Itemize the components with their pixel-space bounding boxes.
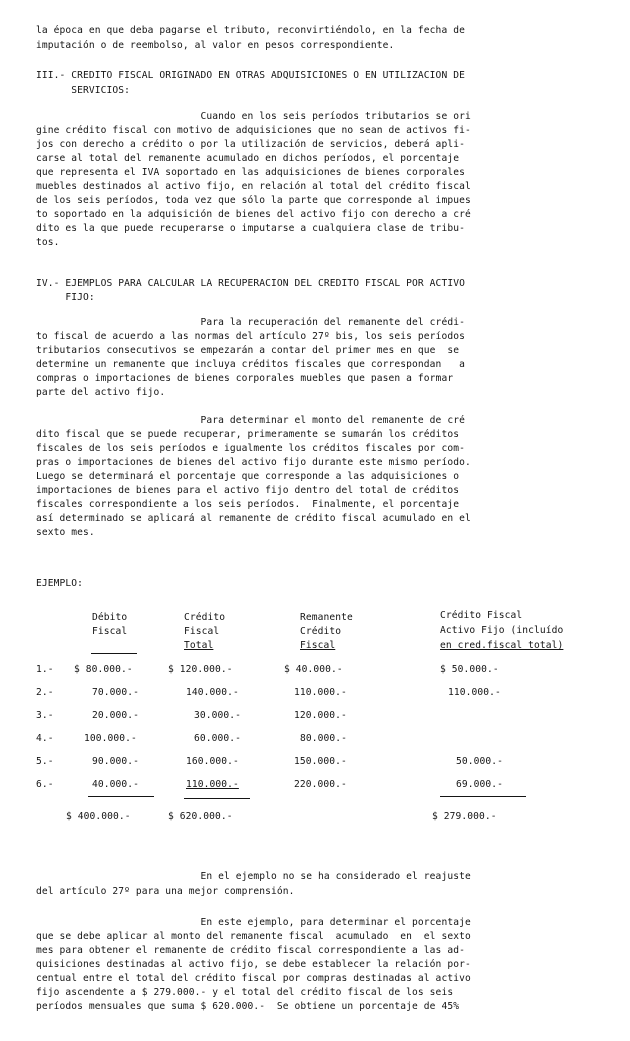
section4-heading: IV.- EJEMPLOS PARA CALCULAR LA RECUPERACION DEL CREDITO FISCAL POR ACTIVO: [36, 278, 465, 289]
section4-paragraph1-line: Para la recuperación del remanente del crédi-: [36, 317, 465, 328]
section4-paragraph2-line: pras o importaciones de bienes del activo fijo durante este mismo período.: [36, 457, 471, 468]
section3-paragraph-line: carse al total del remanente acumulado en dichos períodos, el porcentaje: [36, 153, 460, 164]
section3-paragraph-line: gine crédito fiscal con motivo de adquisiciones que no sean de activos fi-: [36, 125, 471, 136]
cell-remanente: $ 40.000.-: [284, 664, 343, 675]
section3-paragraph-line: tos.: [36, 237, 60, 248]
closing2-line: que se debe aplicar al monto del remanente fiscal acumulado en el sexto: [36, 931, 471, 942]
cell-activo: 50.000.-: [456, 756, 504, 767]
cell-credito: $ 120.000.-: [168, 664, 233, 675]
intro-line: la época en que deba pagarse el tributo, reconvirtiéndolo, en la fecha de: [36, 25, 465, 36]
section4-paragraph2-line: sexto mes.: [36, 527, 95, 538]
cell-remanente: 150.000.-: [294, 756, 347, 767]
section3-heading: SERVICIOS:: [36, 85, 131, 96]
cell-debito: 40.000.-: [92, 779, 140, 790]
total-rule: [184, 798, 250, 799]
section4-paragraph1-line: compras o importaciones de bienes corporales muebles que pasen a formar: [36, 373, 454, 384]
cell-credito: 140.000.-: [186, 687, 239, 698]
section4-paragraph2-line: fiscales de los seis períodos e igualmente los créditos fiscales por com-: [36, 443, 465, 454]
header-credito: Total: [184, 640, 214, 651]
closing2-line: fijo ascendente a $ 279.000.- y el total del crédito fiscal de los seis: [36, 987, 454, 998]
closing2-line: centual entre el total del crédito fiscal por compras destinadas al activo: [36, 973, 471, 984]
cell-debito: 70.000.-: [92, 687, 140, 698]
section4-paragraph2-line: importaciones de bienes para el activo fijo dentro del total de créditos: [36, 485, 460, 496]
section3-paragraph-line: dito es la que puede recuperarse o imputarse a cualquiera clase de tribu-: [36, 223, 465, 234]
header-credito: Crédito: [184, 612, 226, 623]
example-label: EJEMPLO:: [36, 578, 84, 589]
section4-paragraph2-line: Para determinar el monto del remanente de cré: [36, 415, 465, 426]
cell-activo: 69.000.-: [456, 779, 504, 790]
header-underline: [91, 653, 137, 654]
cell-remanente: 220.000.-: [294, 779, 347, 790]
cell-debito: 90.000.-: [92, 756, 140, 767]
cell-debito: 20.000.-: [92, 710, 140, 721]
section3-paragraph-line: que representa el IVA soportado en las adquisiciones de bienes corporales: [36, 167, 465, 178]
row-number: 4.-: [36, 733, 54, 744]
closing2-line: mes para obtener el remanente de crédito fiscal correspondiente a las ad-: [36, 945, 465, 956]
total-rule: [440, 796, 526, 797]
cell-activo: 110.000.-: [448, 687, 501, 698]
section4-heading: FIJO:: [36, 292, 95, 303]
intro-line: imputación o de reembolso, al valor en pesos correspondiente.: [36, 40, 395, 51]
closing1-line: En el ejemplo no se ha considerado el reajuste: [36, 871, 471, 882]
total-activo: $ 279.000.-: [432, 811, 497, 822]
header-activo: en cred.fiscal total): [440, 640, 564, 651]
cell-credito: 160.000.-: [186, 756, 239, 767]
total-debito: $ 400.000.-: [66, 811, 131, 822]
row-number: 6.-: [36, 779, 54, 790]
section3-paragraph-line: muebles destinados al activo fijo, en relación al total del crédito fiscal: [36, 181, 471, 192]
closing2-line: En este ejemplo, para determinar el porcentaje: [36, 917, 471, 928]
cell-remanente: 110.000.-: [294, 687, 347, 698]
section3-heading: III.- CREDITO FISCAL ORIGINADO EN OTRAS ADQUISICIONES O EN UTILIZACION DE: [36, 70, 465, 81]
cell-activo: $ 50.000.-: [440, 664, 499, 675]
header-remanente: Crédito: [300, 626, 342, 637]
cell-debito: $ 80.000.-: [74, 664, 133, 675]
cell-debito: 100.000.-: [84, 733, 137, 744]
header-credito: Fiscal: [184, 626, 220, 637]
header-debito: Fiscal: [92, 626, 128, 637]
closing2-line: períodos mensuales que suma $ 620.000.- Se obtiene un porcentaje de 45%: [36, 1001, 460, 1012]
section4-paragraph2-line: dito fiscal que se puede recuperar, primeramente se sumarán los créditos: [36, 429, 460, 440]
cell-remanente: 120.000.-: [294, 710, 347, 721]
section3-paragraph-line: jos con derecho a crédito o por la utilización de servicios, deberá apli-: [36, 139, 465, 150]
row-number: 5.-: [36, 756, 54, 767]
closing2-line: quisiciones destinadas al activo fijo, se debe establecer la relación por-: [36, 959, 471, 970]
section4-paragraph2-line: así determinado se aplicará al remanente de crédito fiscal acumulado en el: [36, 513, 471, 524]
section4-paragraph1-line: to fiscal de acuerdo a las normas del artículo 27º bis, los seis períodos: [36, 331, 465, 342]
section4-paragraph1-line: determine un remanente que incluya créditos fiscales que correspondan a: [36, 359, 465, 370]
header-remanente: Fiscal: [300, 640, 336, 651]
section4-paragraph1-line: parte del activo fijo.: [36, 387, 166, 398]
cell-credito: 60.000.-: [194, 733, 242, 744]
row-number: 1.-: [36, 664, 54, 675]
section4-paragraph2-line: Luego se determinará el porcentaje que corresponde a las adquisiciones o: [36, 471, 460, 482]
total-rule: [88, 796, 154, 797]
header-activo: Crédito Fiscal: [440, 610, 523, 621]
section3-paragraph-line: de los seis períodos, toda vez que sólo la parte que corresponde al impues: [36, 195, 471, 206]
header-activo: Activo Fijo (incluído: [440, 625, 564, 636]
cell-credito: 110.000.-: [186, 779, 239, 790]
cell-credito: 30.000.-: [194, 710, 242, 721]
total-credito: $ 620.000.-: [168, 811, 233, 822]
row-number: 2.-: [36, 687, 54, 698]
section3-paragraph-line: Cuando en los seis períodos tributarios se ori: [36, 111, 471, 122]
cell-remanente: 80.000.-: [300, 733, 348, 744]
closing1-line: del artículo 27º para una mejor comprensión.: [36, 886, 295, 897]
section4-paragraph1-line: tributarios consecutivos se empezarán a contar del primer mes en que se: [36, 345, 460, 356]
header-remanente: Remanente: [300, 612, 353, 623]
section3-paragraph-line: to soportado en la adquisición de bienes del activo fijo con derecho a cré: [36, 209, 471, 220]
header-debito: Débito: [92, 612, 128, 623]
row-number: 3.-: [36, 710, 54, 721]
section4-paragraph2-line: fiscales correspondiente a los seis períodos. Finalmente, el porcentaje: [36, 499, 460, 510]
